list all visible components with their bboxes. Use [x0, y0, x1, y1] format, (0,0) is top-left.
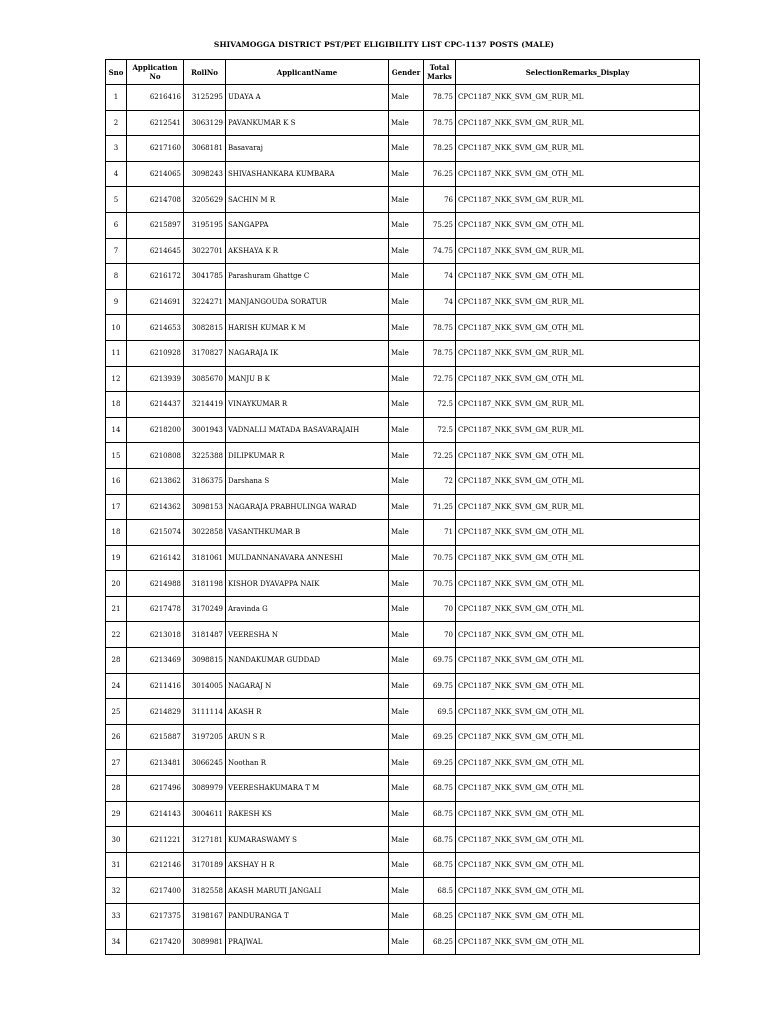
- cell-selection-remarks: CPC1187_NKK_SVM_GM_RUR_ML: [456, 289, 700, 315]
- cell-total-marks: 69.75: [424, 648, 456, 674]
- cell-total-marks: 74: [424, 289, 456, 315]
- cell-gender: Male: [389, 366, 424, 392]
- cell-roll-no: 3014005: [184, 673, 226, 699]
- cell-selection-remarks: CPC1187_NKK_SVM_GM_OTH_ML: [456, 904, 700, 930]
- cell-sno: 19: [106, 545, 127, 571]
- cell-applicant-name: Basavaraj: [226, 136, 389, 162]
- cell-total-marks: 70.75: [424, 545, 456, 571]
- cell-selection-remarks: CPC1187_NKK_SVM_GM_RUR_ML: [456, 340, 700, 366]
- cell-selection-remarks: CPC1187_NKK_SVM_GM_OTH_ML: [456, 315, 700, 341]
- cell-applicant-name: DILIPKUMAR R: [226, 443, 389, 469]
- header-applicant-name: ApplicantName: [226, 60, 389, 85]
- cell-total-marks: 69.25: [424, 750, 456, 776]
- cell-applicant-name: NANDAKUMAR GUDDAD: [226, 648, 389, 674]
- cell-sno: 4: [106, 161, 127, 187]
- cell-gender: Male: [389, 724, 424, 750]
- cell-total-marks: 68.25: [424, 929, 456, 955]
- table-row: [106, 85, 700, 111]
- header-total-marks: Total Marks: [424, 60, 456, 85]
- cell-sno: 26: [106, 724, 127, 750]
- cell-total-marks: 78.75: [424, 340, 456, 366]
- cell-applicant-name: SANGAPPA: [226, 212, 389, 238]
- cell-applicant-name: KUMARASWAMY S: [226, 827, 389, 853]
- cell-application-no: 6211221: [127, 827, 184, 853]
- cell-roll-no: 3089979: [184, 776, 226, 802]
- cell-roll-no: 3195195: [184, 212, 226, 238]
- cell-application-no: 6214143: [127, 801, 184, 827]
- cell-roll-no: 3066245: [184, 750, 226, 776]
- cell-gender: Male: [389, 878, 424, 904]
- cell-roll-no: 3181487: [184, 622, 226, 648]
- cell-sno: 7: [106, 238, 127, 264]
- cell-sno: 28: [106, 648, 127, 674]
- cell-application-no: 6214362: [127, 494, 184, 520]
- table-row: [106, 673, 700, 699]
- cell-roll-no: 3182558: [184, 878, 226, 904]
- cell-selection-remarks: CPC1187_NKK_SVM_GM_OTH_ML: [456, 878, 700, 904]
- cell-applicant-name: NAGARAJA IK: [226, 340, 389, 366]
- cell-application-no: 6214829: [127, 699, 184, 725]
- cell-sno: 18: [106, 520, 127, 546]
- cell-application-no: 6217496: [127, 776, 184, 802]
- table-row: [106, 750, 700, 776]
- cell-gender: Male: [389, 289, 424, 315]
- cell-sno: 1: [106, 85, 127, 111]
- cell-applicant-name: AKASH R: [226, 699, 389, 725]
- cell-roll-no: 3082815: [184, 315, 226, 341]
- table-row: [106, 699, 700, 725]
- cell-application-no: 6215897: [127, 212, 184, 238]
- cell-gender: Male: [389, 929, 424, 955]
- cell-total-marks: 71: [424, 520, 456, 546]
- cell-sno: 34: [106, 929, 127, 955]
- cell-selection-remarks: CPC1187_NKK_SVM_GM_OTH_ML: [456, 212, 700, 238]
- cell-application-no: 6213481: [127, 750, 184, 776]
- header-sno: Sno: [106, 60, 127, 85]
- cell-roll-no: 3224271: [184, 289, 226, 315]
- cell-sno: 15: [106, 443, 127, 469]
- cell-total-marks: 68.75: [424, 801, 456, 827]
- cell-applicant-name: PAVANKUMAR K S: [226, 110, 389, 136]
- cell-roll-no: 3205629: [184, 187, 226, 213]
- table-row: [106, 212, 700, 238]
- header-roll-no: RollNo: [184, 60, 226, 85]
- cell-application-no: 6212541: [127, 110, 184, 136]
- header-application-no: Application No: [127, 60, 184, 85]
- cell-total-marks: 76: [424, 187, 456, 213]
- cell-gender: Male: [389, 801, 424, 827]
- cell-selection-remarks: CPC1187_NKK_SVM_GM_OTH_ML: [456, 699, 700, 725]
- table-row: [106, 801, 700, 827]
- cell-applicant-name: UDAYA A: [226, 85, 389, 111]
- cell-application-no: 6216142: [127, 545, 184, 571]
- cell-applicant-name: Noothan R: [226, 750, 389, 776]
- cell-roll-no: 3127181: [184, 827, 226, 853]
- cell-roll-no: 3068181: [184, 136, 226, 162]
- cell-application-no: 6217160: [127, 136, 184, 162]
- table-row: [106, 110, 700, 136]
- table-row: [106, 468, 700, 494]
- cell-gender: Male: [389, 443, 424, 469]
- cell-selection-remarks: CPC1187_NKK_SVM_GM_OTH_ML: [456, 161, 700, 187]
- table-header-row: [106, 60, 700, 85]
- cell-sno: 22: [106, 622, 127, 648]
- cell-application-no: 6213862: [127, 468, 184, 494]
- table-row: [106, 417, 700, 443]
- cell-roll-no: 3198167: [184, 904, 226, 930]
- cell-sno: 8: [106, 264, 127, 290]
- cell-selection-remarks: CPC1187_NKK_SVM_GM_RUR_ML: [456, 494, 700, 520]
- cell-gender: Male: [389, 392, 424, 418]
- cell-roll-no: 3098815: [184, 648, 226, 674]
- cell-roll-no: 3041785: [184, 264, 226, 290]
- cell-total-marks: 78.75: [424, 110, 456, 136]
- cell-application-no: 6215074: [127, 520, 184, 546]
- cell-applicant-name: PRAJWAL: [226, 929, 389, 955]
- table-row: [106, 161, 700, 187]
- table-row: [106, 392, 700, 418]
- table-row: [106, 520, 700, 546]
- cell-selection-remarks: CPC1187_NKK_SVM_GM_RUR_ML: [456, 136, 700, 162]
- cell-application-no: 6217420: [127, 929, 184, 955]
- cell-application-no: 6214708: [127, 187, 184, 213]
- cell-selection-remarks: CPC1187_NKK_SVM_GM_OTH_ML: [456, 673, 700, 699]
- cell-application-no: 6216172: [127, 264, 184, 290]
- cell-application-no: 6211416: [127, 673, 184, 699]
- table-row: [106, 289, 700, 315]
- eligibility-table: [105, 59, 700, 955]
- cell-roll-no: 3125295: [184, 85, 226, 111]
- table-row: [106, 443, 700, 469]
- cell-roll-no: 3063129: [184, 110, 226, 136]
- cell-gender: Male: [389, 315, 424, 341]
- cell-total-marks: 76.25: [424, 161, 456, 187]
- cell-applicant-name: ARUN S R: [226, 724, 389, 750]
- cell-applicant-name: NAGARAJA PRABHULINGA WARAD: [226, 494, 389, 520]
- page-title: SHIVAMOGGA DISTRICT PST/PET ELIGIBILITY LIST CPC-1137 POSTS (MALE): [213, 40, 555, 49]
- cell-total-marks: 68.75: [424, 776, 456, 802]
- cell-gender: Male: [389, 648, 424, 674]
- cell-applicant-name: PANDURANGA T: [226, 904, 389, 930]
- cell-application-no: 6214988: [127, 571, 184, 597]
- table-row: [106, 929, 700, 955]
- cell-selection-remarks: CPC1187_NKK_SVM_GM_RUR_ML: [456, 85, 700, 111]
- table-row: [106, 238, 700, 264]
- cell-total-marks: 74.75: [424, 238, 456, 264]
- cell-sno: 14: [106, 417, 127, 443]
- table-row: [106, 315, 700, 341]
- cell-sno: 33: [106, 904, 127, 930]
- header-selection-remarks: SelectionRemarks_Display: [456, 60, 700, 85]
- cell-roll-no: 3181198: [184, 571, 226, 597]
- cell-application-no: 6217478: [127, 596, 184, 622]
- cell-selection-remarks: CPC1187_NKK_SVM_GM_OTH_ML: [456, 520, 700, 546]
- cell-applicant-name: VEERESHA N: [226, 622, 389, 648]
- cell-gender: Male: [389, 238, 424, 264]
- table-body: [106, 85, 700, 955]
- cell-applicant-name: RAKESH KS: [226, 801, 389, 827]
- cell-sno: 29: [106, 801, 127, 827]
- cell-total-marks: 78.25: [424, 136, 456, 162]
- table-row: [106, 136, 700, 162]
- cell-application-no: 6217400: [127, 878, 184, 904]
- cell-total-marks: 70: [424, 596, 456, 622]
- cell-selection-remarks: CPC1187_NKK_SVM_GM_OTH_ML: [456, 596, 700, 622]
- cell-sno: 27: [106, 750, 127, 776]
- cell-application-no: 6216416: [127, 85, 184, 111]
- cell-gender: Male: [389, 417, 424, 443]
- cell-roll-no: 3089981: [184, 929, 226, 955]
- cell-gender: Male: [389, 904, 424, 930]
- cell-roll-no: 3098153: [184, 494, 226, 520]
- cell-roll-no: 3186375: [184, 468, 226, 494]
- cell-total-marks: 72.25: [424, 443, 456, 469]
- cell-application-no: 6214653: [127, 315, 184, 341]
- cell-roll-no: 3098243: [184, 161, 226, 187]
- table-row: [106, 776, 700, 802]
- cell-selection-remarks: CPC1187_NKK_SVM_GM_OTH_ML: [456, 827, 700, 853]
- cell-sno: 10: [106, 315, 127, 341]
- table-row: [106, 545, 700, 571]
- cell-application-no: 6213469: [127, 648, 184, 674]
- cell-selection-remarks: CPC1187_NKK_SVM_GM_OTH_ML: [456, 571, 700, 597]
- cell-total-marks: 69.25: [424, 724, 456, 750]
- cell-selection-remarks: CPC1187_NKK_SVM_GM_OTH_ML: [456, 443, 700, 469]
- cell-sno: 32: [106, 878, 127, 904]
- cell-application-no: 6214437: [127, 392, 184, 418]
- header-gender: Gender: [389, 60, 424, 85]
- cell-gender: Male: [389, 571, 424, 597]
- cell-selection-remarks: CPC1187_NKK_SVM_GM_OTH_ML: [456, 750, 700, 776]
- cell-applicant-name: Darshana S: [226, 468, 389, 494]
- cell-sno: 2: [106, 110, 127, 136]
- cell-gender: Male: [389, 699, 424, 725]
- cell-selection-remarks: CPC1187_NKK_SVM_GM_OTH_ML: [456, 622, 700, 648]
- cell-roll-no: 3170827: [184, 340, 226, 366]
- cell-applicant-name: SHIVASHANKARA KUMBARA: [226, 161, 389, 187]
- table-row: [106, 878, 700, 904]
- cell-application-no: 6214645: [127, 238, 184, 264]
- cell-application-no: 6213018: [127, 622, 184, 648]
- cell-roll-no: 3225388: [184, 443, 226, 469]
- cell-gender: Male: [389, 468, 424, 494]
- cell-gender: Male: [389, 494, 424, 520]
- cell-application-no: 6217375: [127, 904, 184, 930]
- cell-total-marks: 70.75: [424, 571, 456, 597]
- cell-sno: 25: [106, 699, 127, 725]
- cell-selection-remarks: CPC1187_NKK_SVM_GM_OTH_ML: [456, 264, 700, 290]
- cell-total-marks: 78.75: [424, 315, 456, 341]
- cell-gender: Male: [389, 545, 424, 571]
- cell-sno: 12: [106, 366, 127, 392]
- cell-total-marks: 70: [424, 622, 456, 648]
- table-row: [106, 724, 700, 750]
- cell-application-no: 6212146: [127, 852, 184, 878]
- cell-application-no: 6210928: [127, 340, 184, 366]
- cell-total-marks: 75.25: [424, 212, 456, 238]
- cell-total-marks: 68.5: [424, 878, 456, 904]
- cell-sno: 31: [106, 852, 127, 878]
- table-row: [106, 904, 700, 930]
- cell-gender: Male: [389, 750, 424, 776]
- cell-roll-no: 3214419: [184, 392, 226, 418]
- cell-applicant-name: KISHOR DYAVAPPA NAIK: [226, 571, 389, 597]
- cell-sno: 24: [106, 673, 127, 699]
- cell-applicant-name: VINAYKUMAR R: [226, 392, 389, 418]
- cell-roll-no: 3004611: [184, 801, 226, 827]
- table-row: [106, 852, 700, 878]
- cell-total-marks: 72: [424, 468, 456, 494]
- cell-sno: 17: [106, 494, 127, 520]
- cell-applicant-name: AKSHAYA K R: [226, 238, 389, 264]
- cell-application-no: 6213939: [127, 366, 184, 392]
- cell-selection-remarks: CPC1187_NKK_SVM_GM_OTH_ML: [456, 468, 700, 494]
- cell-roll-no: 3197205: [184, 724, 226, 750]
- cell-application-no: 6214691: [127, 289, 184, 315]
- cell-sno: 20: [106, 571, 127, 597]
- cell-selection-remarks: CPC1187_NKK_SVM_GM_OTH_ML: [456, 648, 700, 674]
- cell-applicant-name: VEERESHAKUMARA T M: [226, 776, 389, 802]
- cell-sno: 28: [106, 776, 127, 802]
- cell-applicant-name: NAGARAJ N: [226, 673, 389, 699]
- cell-applicant-name: MULDANNANAVARA ANNESHI: [226, 545, 389, 571]
- cell-total-marks: 72.75: [424, 366, 456, 392]
- cell-sno: 21: [106, 596, 127, 622]
- cell-selection-remarks: CPC1187_NKK_SVM_GM_RUR_ML: [456, 238, 700, 264]
- cell-sno: 11: [106, 340, 127, 366]
- cell-selection-remarks: CPC1187_NKK_SVM_GM_OTH_ML: [456, 801, 700, 827]
- cell-selection-remarks: CPC1187_NKK_SVM_GM_OTH_ML: [456, 724, 700, 750]
- cell-selection-remarks: CPC1187_NKK_SVM_GM_OTH_ML: [456, 852, 700, 878]
- table-row: [106, 596, 700, 622]
- cell-sno: 9: [106, 289, 127, 315]
- cell-gender: Male: [389, 520, 424, 546]
- cell-sno: 3: [106, 136, 127, 162]
- cell-applicant-name: Aravinda G: [226, 596, 389, 622]
- cell-roll-no: 3001943: [184, 417, 226, 443]
- cell-total-marks: 74: [424, 264, 456, 290]
- cell-selection-remarks: CPC1187_NKK_SVM_GM_RUR_ML: [456, 110, 700, 136]
- cell-applicant-name: VASANTHKUMAR B: [226, 520, 389, 546]
- cell-applicant-name: SACHIN M R: [226, 187, 389, 213]
- cell-selection-remarks: CPC1187_NKK_SVM_GM_OTH_ML: [456, 776, 700, 802]
- table-row: [106, 571, 700, 597]
- table-row: [106, 187, 700, 213]
- cell-total-marks: 68.25: [424, 904, 456, 930]
- cell-gender: Male: [389, 212, 424, 238]
- cell-sno: 18: [106, 392, 127, 418]
- cell-total-marks: 69.75: [424, 673, 456, 699]
- table-row: [106, 827, 700, 853]
- cell-total-marks: 71.25: [424, 494, 456, 520]
- cell-application-no: 6218200: [127, 417, 184, 443]
- table-row: [106, 648, 700, 674]
- cell-roll-no: 3085670: [184, 366, 226, 392]
- cell-sno: 5: [106, 187, 127, 213]
- cell-total-marks: 78.75: [424, 85, 456, 111]
- cell-gender: Male: [389, 596, 424, 622]
- cell-roll-no: 3022701: [184, 238, 226, 264]
- cell-applicant-name: Parashuram Ghattge C: [226, 264, 389, 290]
- cell-total-marks: 72.5: [424, 417, 456, 443]
- cell-sno: 6: [106, 212, 127, 238]
- cell-selection-remarks: CPC1187_NKK_SVM_GM_OTH_ML: [456, 929, 700, 955]
- cell-roll-no: 3170189: [184, 852, 226, 878]
- table-row: [106, 366, 700, 392]
- cell-roll-no: 3022858: [184, 520, 226, 546]
- cell-gender: Male: [389, 622, 424, 648]
- cell-gender: Male: [389, 161, 424, 187]
- cell-applicant-name: MANJANGOUDA SORATUR: [226, 289, 389, 315]
- cell-gender: Male: [389, 776, 424, 802]
- table-row: [106, 494, 700, 520]
- cell-total-marks: 68.75: [424, 852, 456, 878]
- cell-gender: Male: [389, 827, 424, 853]
- cell-gender: Male: [389, 340, 424, 366]
- cell-gender: Male: [389, 85, 424, 111]
- cell-selection-remarks: CPC1187_NKK_SVM_GM_OTH_ML: [456, 545, 700, 571]
- cell-selection-remarks: CPC1187_NKK_SVM_GM_RUR_ML: [456, 187, 700, 213]
- cell-applicant-name: MANJU B K: [226, 366, 389, 392]
- cell-roll-no: 3111114: [184, 699, 226, 725]
- cell-applicant-name: AKSHAY H R: [226, 852, 389, 878]
- table-row: [106, 622, 700, 648]
- cell-selection-remarks: CPC1187_NKK_SVM_GM_RUR_ML: [456, 392, 700, 418]
- cell-selection-remarks: CPC1187_NKK_SVM_GM_OTH_ML: [456, 366, 700, 392]
- cell-total-marks: 72.5: [424, 392, 456, 418]
- cell-sno: 16: [106, 468, 127, 494]
- table-row: [106, 340, 700, 366]
- cell-gender: Male: [389, 136, 424, 162]
- cell-application-no: 6214065: [127, 161, 184, 187]
- cell-gender: Male: [389, 110, 424, 136]
- cell-total-marks: 69.5: [424, 699, 456, 725]
- cell-applicant-name: VADNALLI MATADA BASAVARAJAIH: [226, 417, 389, 443]
- cell-gender: Male: [389, 673, 424, 699]
- cell-selection-remarks: CPC1187_NKK_SVM_GM_RUR_ML: [456, 417, 700, 443]
- cell-application-no: 6210808: [127, 443, 184, 469]
- cell-gender: Male: [389, 852, 424, 878]
- cell-gender: Male: [389, 264, 424, 290]
- cell-total-marks: 68.75: [424, 827, 456, 853]
- table-row: [106, 264, 700, 290]
- cell-application-no: 6215887: [127, 724, 184, 750]
- cell-applicant-name: HARISH KUMAR K M: [226, 315, 389, 341]
- cell-roll-no: 3170249: [184, 596, 226, 622]
- cell-roll-no: 3181061: [184, 545, 226, 571]
- cell-applicant-name: AKASH MARUTI JANGALI: [226, 878, 389, 904]
- cell-gender: Male: [389, 187, 424, 213]
- cell-sno: 30: [106, 827, 127, 853]
